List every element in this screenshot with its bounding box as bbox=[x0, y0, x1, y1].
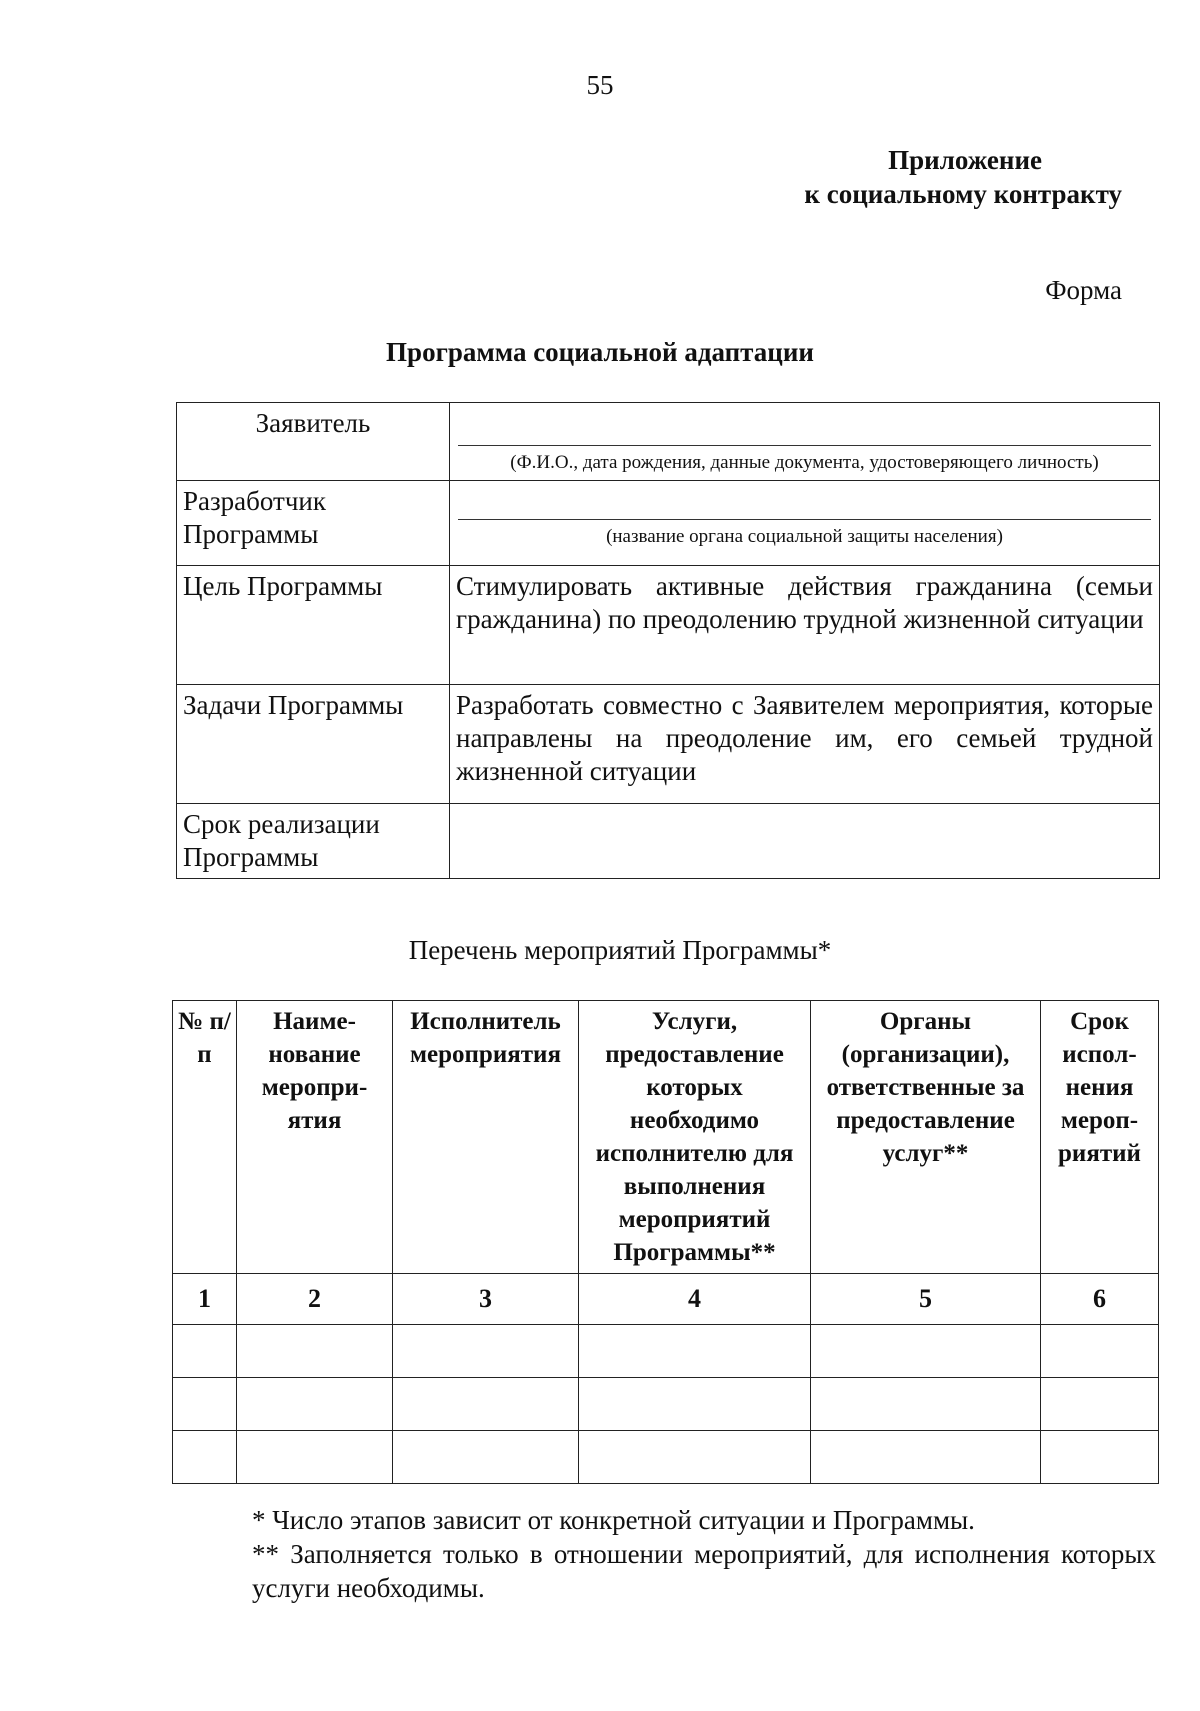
empty-cell[interactable] bbox=[579, 1325, 811, 1378]
empty-cell[interactable] bbox=[1041, 1378, 1159, 1431]
header-event-name: Наиме-нование меропри-ятия bbox=[237, 1001, 393, 1274]
form-label: Форма bbox=[1045, 275, 1122, 305]
developer-fill-line bbox=[458, 485, 1151, 520]
document-title: Программа социальной адаптации bbox=[386, 337, 814, 367]
empty-cell[interactable] bbox=[173, 1325, 237, 1378]
empty-cell[interactable] bbox=[237, 1431, 393, 1484]
empty-cell[interactable] bbox=[237, 1325, 393, 1378]
empty-cell[interactable] bbox=[1041, 1325, 1159, 1378]
developer-row bbox=[177, 481, 1160, 566]
column-numbers-row bbox=[173, 1274, 1159, 1325]
appendix-line-2: к социальному контракту bbox=[804, 179, 1122, 209]
developer-field[interactable] bbox=[450, 481, 1160, 566]
column-number-6: 6 bbox=[1041, 1274, 1159, 1325]
empty-cell[interactable] bbox=[1041, 1431, 1159, 1484]
column-number-1: 1 bbox=[173, 1274, 237, 1325]
applicant-caption: (Ф.И.О., дата рождения, данные документа, удостоверяющего личность) bbox=[510, 452, 1099, 473]
applicant-row bbox=[177, 403, 1160, 481]
tasks-label: Задачи Программы bbox=[177, 685, 450, 804]
term-value[interactable] bbox=[450, 804, 1160, 879]
footnote-1: * Число этапов зависит от конкретной ситуации и Программы. bbox=[252, 1505, 975, 1535]
empty-cell[interactable] bbox=[393, 1431, 579, 1484]
goal-label: Цель Программы bbox=[177, 566, 450, 685]
events-list-title: Перечень мероприятий Программы* bbox=[408, 935, 832, 965]
table-row bbox=[173, 1431, 1159, 1484]
appendix-line-1: Приложение bbox=[888, 145, 1042, 175]
empty-cell[interactable] bbox=[173, 1431, 237, 1484]
table-row bbox=[173, 1378, 1159, 1431]
column-number-3: 3 bbox=[393, 1274, 579, 1325]
table-row bbox=[173, 1325, 1159, 1378]
column-number-2: 2 bbox=[237, 1274, 393, 1325]
empty-cell[interactable] bbox=[811, 1378, 1041, 1431]
applicant-fill-line bbox=[458, 407, 1151, 446]
empty-cell[interactable] bbox=[173, 1378, 237, 1431]
header-deadline: Срок испол-нения мероп-риятий bbox=[1041, 1001, 1159, 1274]
term-label: Срок реализации Программы bbox=[177, 804, 450, 879]
applicant-field[interactable] bbox=[450, 403, 1160, 481]
header-services: Услуги, предоставление которых необходимо исполнителю для выполнения мероприятий Программы** bbox=[579, 1001, 811, 1274]
empty-cell[interactable] bbox=[237, 1378, 393, 1431]
column-number-4: 4 bbox=[579, 1274, 811, 1325]
program-info-table bbox=[176, 402, 1160, 879]
empty-cell[interactable] bbox=[579, 1431, 811, 1484]
developer-caption: (название органа социальной защиты населения) bbox=[606, 526, 1003, 547]
goal-row bbox=[177, 566, 1160, 685]
empty-cell[interactable] bbox=[393, 1325, 579, 1378]
header-organizations: Органы (организации), ответственные за предоставление услуг** bbox=[811, 1001, 1041, 1274]
column-number-5: 5 bbox=[811, 1274, 1041, 1325]
empty-cell[interactable] bbox=[393, 1378, 579, 1431]
header-executor: Исполнитель мероприятия bbox=[393, 1001, 579, 1274]
footnotes bbox=[176, 1503, 1156, 1605]
events-table bbox=[172, 1000, 1159, 1484]
tasks-value: Разработать совместно с Заявителем мероприятия, которые направлены на преодоление им, его семьей трудной жизненной ситуации bbox=[450, 685, 1160, 804]
footnote-2: ** Заполняется только в отношении мероприятий, для исполнения которых услуги необходимы. bbox=[252, 1539, 1156, 1603]
term-row bbox=[177, 804, 1160, 879]
empty-cell[interactable] bbox=[811, 1431, 1041, 1484]
tasks-row bbox=[177, 685, 1160, 804]
page-number: 55 bbox=[586, 70, 614, 100]
goal-value: Стимулировать активные действия гражданина (семьи гражданина) по преодолению трудной жизненной ситуации bbox=[450, 566, 1160, 685]
empty-cell[interactable] bbox=[579, 1378, 811, 1431]
applicant-label: Заявитель bbox=[177, 403, 450, 481]
developer-label: Разработчик Программы bbox=[177, 481, 450, 566]
appendix-heading bbox=[804, 143, 1122, 211]
header-number: № п/п bbox=[173, 1001, 237, 1274]
events-header-row bbox=[173, 1001, 1159, 1274]
empty-cell[interactable] bbox=[811, 1325, 1041, 1378]
